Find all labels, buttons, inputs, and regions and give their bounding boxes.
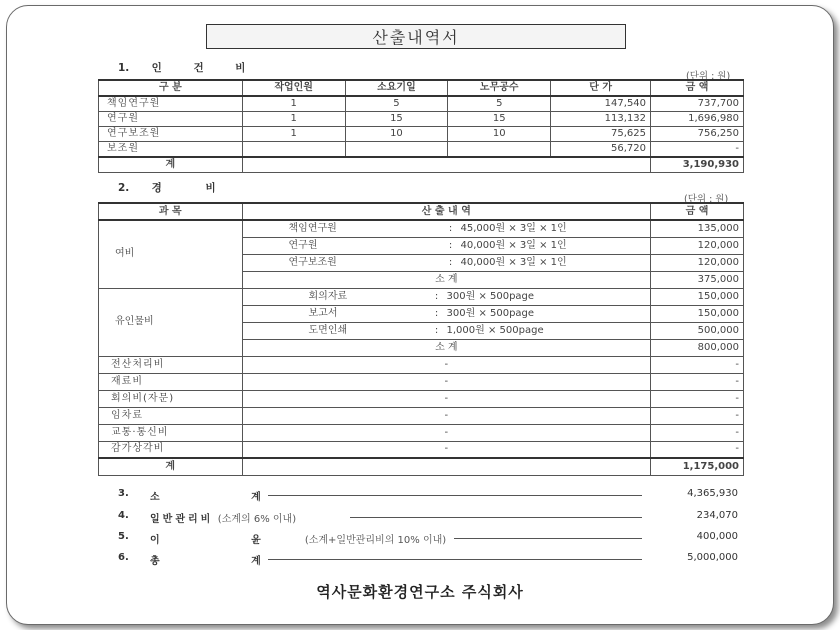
company-name: 역사문화환경연구소 주식회사 bbox=[316, 583, 524, 601]
detail-calc: 40,000원 × 3일 × 1인 bbox=[460, 256, 567, 268]
detail-name: 책임연구원 bbox=[288, 222, 337, 234]
table-row bbox=[99, 127, 744, 142]
summary-leader-line bbox=[454, 538, 642, 539]
subtotal-amount: 800,000 bbox=[651, 339, 744, 356]
row-days: 5 bbox=[345, 96, 448, 112]
row-labor bbox=[448, 142, 551, 158]
labor-table-header bbox=[99, 80, 744, 96]
row-calc: - bbox=[242, 441, 651, 458]
summary-leader-line bbox=[350, 517, 642, 518]
travel-detail bbox=[242, 237, 651, 254]
row-amount: 500,000 bbox=[651, 322, 744, 339]
total-blank bbox=[242, 458, 651, 475]
table-row bbox=[99, 220, 744, 237]
detail-calc: 300원 × 500page bbox=[446, 290, 535, 302]
table-row bbox=[99, 112, 744, 127]
table-row bbox=[99, 356, 744, 373]
row-calc: - bbox=[242, 373, 651, 390]
row-people: 1 bbox=[242, 127, 345, 142]
header-category: 구 분 bbox=[99, 80, 243, 96]
row-amount: - bbox=[651, 142, 744, 158]
row-labor: 10 bbox=[448, 127, 551, 142]
row-amount: 150,000 bbox=[651, 288, 744, 305]
detail-name: 보고서 bbox=[308, 307, 338, 319]
summary-label-text: 총 계 bbox=[150, 556, 305, 567]
printing-detail bbox=[242, 288, 651, 305]
summary-leader-line bbox=[268, 495, 642, 496]
detail-name: 회의자료 bbox=[308, 290, 348, 302]
detail-colon: : bbox=[434, 290, 439, 302]
section1-unit: (단위 : 원) bbox=[686, 71, 731, 82]
summary-number: 3. bbox=[118, 488, 129, 499]
row-amount: - bbox=[651, 373, 744, 390]
header-subject: 과 목 bbox=[99, 203, 243, 220]
row-unit-price: 113,132 bbox=[551, 112, 651, 127]
row-amount: 737,700 bbox=[651, 96, 744, 112]
row-name: 교통·통신비 bbox=[99, 424, 243, 441]
table-row bbox=[99, 96, 744, 112]
row-people: 1 bbox=[242, 96, 345, 112]
expense-total-row bbox=[99, 458, 744, 475]
header-calculation: 산 출 내 역 bbox=[242, 203, 651, 220]
row-calc: - bbox=[242, 390, 651, 407]
summary-label bbox=[150, 531, 446, 546]
row-amount: - bbox=[651, 390, 744, 407]
detail-colon: : bbox=[448, 239, 453, 251]
header-amount: 금 액 bbox=[651, 80, 744, 96]
summary-note: (소계의 6% 이내) bbox=[217, 514, 297, 525]
summary-label-text: 소 계 bbox=[150, 492, 305, 503]
expense-table-header bbox=[99, 203, 744, 220]
row-amount: - bbox=[651, 441, 744, 458]
summary-label bbox=[150, 510, 296, 525]
summary-amount: 4,365,930 bbox=[687, 488, 738, 499]
row-amount: - bbox=[651, 407, 744, 424]
row-days: 10 bbox=[345, 127, 448, 142]
header-labor: 노무공수 bbox=[448, 80, 551, 96]
detail-colon: : bbox=[448, 256, 453, 268]
subtotal-amount: 375,000 bbox=[651, 271, 744, 288]
row-amount: 1,696,980 bbox=[651, 112, 744, 127]
header-people: 작업인원 bbox=[242, 80, 345, 96]
travel-detail bbox=[242, 254, 651, 271]
row-name: 재료비 bbox=[99, 373, 243, 390]
header-unit-price: 단 가 bbox=[551, 80, 651, 96]
table-row bbox=[99, 441, 744, 458]
summary-amount: 5,000,000 bbox=[687, 552, 738, 563]
summary-leader-line bbox=[268, 559, 642, 560]
subtotal-label: 소 계 bbox=[242, 339, 651, 356]
row-labor: 15 bbox=[448, 112, 551, 127]
travel-detail bbox=[242, 220, 651, 237]
expense-table bbox=[98, 202, 744, 476]
table-row bbox=[99, 288, 744, 305]
row-name: 임차료 bbox=[99, 407, 243, 424]
labor-cost-table bbox=[98, 79, 744, 173]
row-amount: 150,000 bbox=[651, 305, 744, 322]
summary-number: 5. bbox=[118, 531, 129, 542]
section2-heading bbox=[118, 180, 236, 195]
row-amount: 135,000 bbox=[651, 220, 744, 237]
total-amount: 1,175,000 bbox=[651, 458, 744, 475]
detail-name: 연구원 bbox=[288, 239, 318, 251]
row-calc: - bbox=[242, 407, 651, 424]
detail-colon: : bbox=[448, 222, 453, 234]
table-row bbox=[99, 424, 744, 441]
summary-admin bbox=[118, 510, 738, 526]
total-label: 계 bbox=[99, 157, 243, 173]
row-days bbox=[345, 142, 448, 158]
row-name: 회의비(자문) bbox=[99, 390, 243, 407]
summary-label-text: 이 윤 bbox=[150, 535, 305, 546]
header-days: 소요기일 bbox=[345, 80, 448, 96]
summary-amount: 234,070 bbox=[696, 510, 738, 521]
printing-detail bbox=[242, 305, 651, 322]
summary-profit bbox=[118, 531, 738, 547]
detail-calc: 45,000원 × 3일 × 1인 bbox=[460, 222, 567, 234]
row-amount: - bbox=[651, 356, 744, 373]
summary-amount: 400,000 bbox=[696, 531, 738, 542]
labor-total-row bbox=[99, 157, 744, 173]
section1-number: 1. bbox=[118, 62, 130, 74]
row-unit-price: 147,540 bbox=[551, 96, 651, 112]
row-name: 연구원 bbox=[99, 112, 243, 127]
summary-label-text: 일반관리비 bbox=[150, 514, 214, 525]
section2-label: 경 비 bbox=[151, 182, 236, 194]
summary-number: 4. bbox=[118, 510, 129, 521]
detail-name: 연구보조원 bbox=[288, 256, 337, 268]
row-name: 연구보조원 bbox=[99, 127, 243, 142]
detail-calc: 300원 × 500page bbox=[446, 307, 535, 319]
row-amount: 120,000 bbox=[651, 254, 744, 271]
detail-name: 도면인쇄 bbox=[308, 324, 348, 336]
row-people bbox=[242, 142, 345, 158]
row-name: 전산처리비 bbox=[99, 356, 243, 373]
summary-subtotal bbox=[118, 488, 738, 504]
row-amount: - bbox=[651, 424, 744, 441]
printing-category: 유인물비 bbox=[99, 288, 243, 356]
row-name: 책임연구원 bbox=[99, 96, 243, 112]
summary-note: (소계+일반관리비의 10% 이내) bbox=[304, 535, 447, 546]
table-row bbox=[99, 373, 744, 390]
row-labor: 5 bbox=[448, 96, 551, 112]
travel-category: 여비 bbox=[99, 220, 243, 288]
row-people: 1 bbox=[242, 112, 345, 127]
section1-label: 인 건 비 bbox=[151, 62, 260, 74]
total-blank bbox=[242, 157, 650, 173]
document-title-text: 산출내역서 bbox=[372, 28, 460, 47]
total-label: 계 bbox=[99, 458, 243, 475]
row-name: 감가상각비 bbox=[99, 441, 243, 458]
document-title bbox=[206, 24, 626, 49]
section1-heading bbox=[118, 60, 259, 75]
row-days: 15 bbox=[345, 112, 448, 127]
summary-number: 6. bbox=[118, 552, 129, 563]
row-amount: 120,000 bbox=[651, 237, 744, 254]
header-amount: 금 액 bbox=[651, 203, 744, 220]
section2-number: 2. bbox=[118, 182, 130, 194]
detail-colon: : bbox=[434, 324, 439, 336]
table-row bbox=[99, 407, 744, 424]
row-amount: 756,250 bbox=[651, 127, 744, 142]
table-row bbox=[99, 390, 744, 407]
row-unit-price: 56,720 bbox=[551, 142, 651, 158]
table-row bbox=[99, 142, 744, 158]
row-name: 보조원 bbox=[99, 142, 243, 158]
row-calc: - bbox=[242, 356, 651, 373]
detail-calc: 1,000원 × 500page bbox=[446, 324, 544, 336]
row-unit-price: 75,625 bbox=[551, 127, 651, 142]
subtotal-label: 소 계 bbox=[242, 271, 651, 288]
printing-detail bbox=[242, 322, 651, 339]
section2-unit: (단위 : 원) bbox=[684, 194, 729, 205]
summary-grand-total bbox=[118, 552, 738, 568]
total-amount: 3,190,930 bbox=[651, 157, 744, 173]
detail-calc: 40,000원 × 3일 × 1인 bbox=[460, 239, 567, 251]
detail-colon: : bbox=[434, 307, 439, 319]
row-calc: - bbox=[242, 424, 651, 441]
